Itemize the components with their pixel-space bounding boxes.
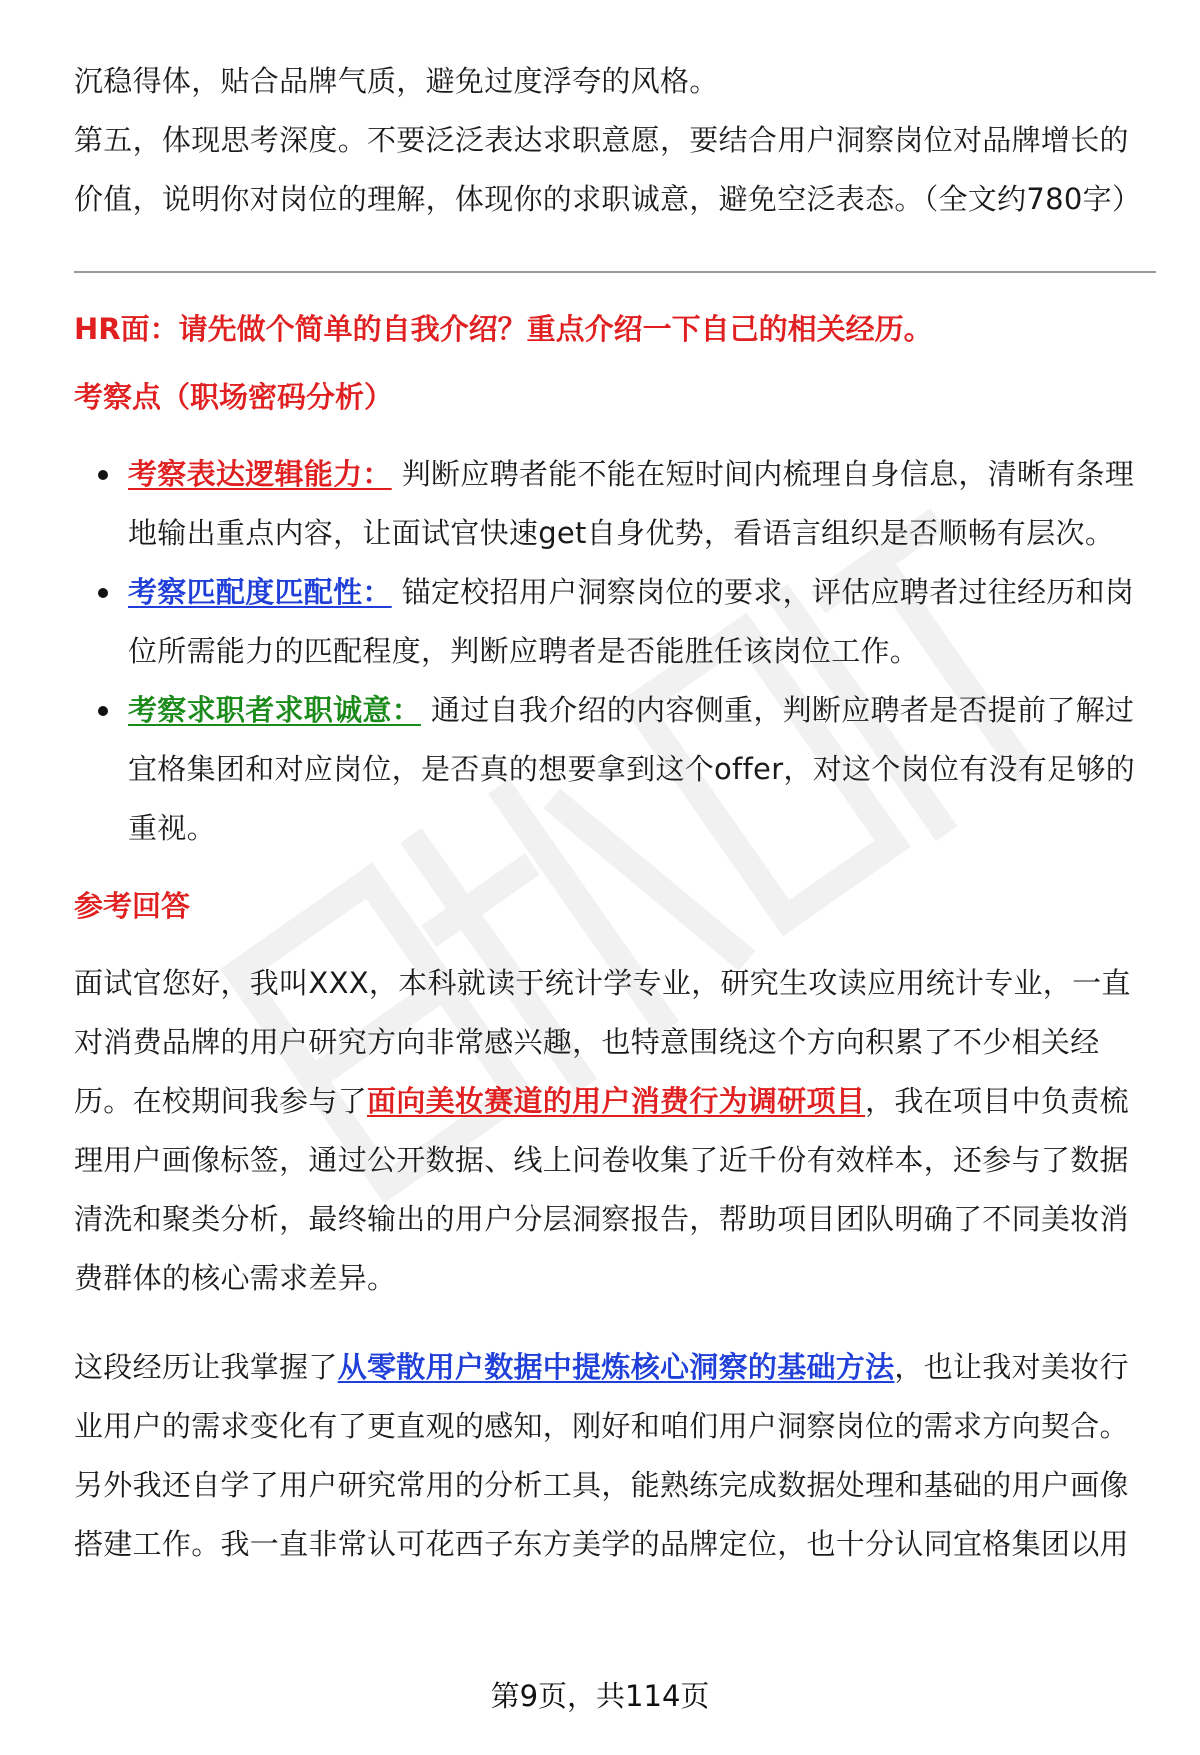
answer1-text-before: 面试官您好，我叫XXX，本科就读于统计学专业，研究生攻读应用统计专业，一直对消费品牌的用户研究方向非常感兴趣，也特意围绕这个方向积累了不少相关经历。在校期间我参与了 bbox=[74, 966, 1131, 1118]
bullet-icon bbox=[98, 470, 108, 480]
page-number: 第9页，共114页 bbox=[490, 1679, 710, 1713]
bullet-term: 考察匹配度匹配性： bbox=[128, 575, 392, 609]
point-five-paragraph: 第五，体现思考深度。不要泛泛表达求职意愿，要结合用户洞察岗位对品牌增长的价值，说明你对岗位的理解，体现你的求职诚意，避免空泛表态。（全文约780字） bbox=[74, 123, 1142, 216]
intro-line: 沉稳得体，贴合品牌气质，避免过度浮夸的风格。 bbox=[74, 64, 719, 98]
list-item bbox=[74, 681, 1154, 858]
answer2-text-before: 这段经历让我掌握了 bbox=[74, 1350, 338, 1384]
answer-paragraph-1 bbox=[74, 954, 1154, 1308]
bullet-text: 通过自我介绍的内容侧重，判断应聘者是否提前了解过宜格集团和对应岗位，是否真的想要拿到这个offer，对这个岗位有没有足够的重视。 bbox=[128, 693, 1136, 845]
bullet-text: 锚定校招用户洞察岗位的要求，评估应聘者过往经历和岗位所需能力的匹配程度，判断应聘者是否能胜任该岗位工作。 bbox=[128, 575, 1135, 668]
bullet-icon bbox=[98, 706, 108, 716]
reference-answer-heading: 参考回答 bbox=[74, 889, 191, 923]
answer2-text-after: ，也让我对美妆行业用户的需求变化有了更直观的感知，刚好和咱们用户洞察岗位的需求方向契合。另外我还自学了用户研究常用的分析工具，能熟练完成数据处理和基础的用户画像搭建工作。我一直非常认可花西子东方美学的品牌定位，也十分认同宜格集团以用 bbox=[74, 1350, 1129, 1561]
section-divider bbox=[74, 271, 1156, 273]
assessment-heading: 考察点（职场密码分析） bbox=[74, 380, 394, 414]
answer1-highlight: 面向美妆赛道的用户消费行为调研项目 bbox=[367, 1084, 866, 1118]
bullet-icon bbox=[98, 588, 108, 598]
list-item bbox=[74, 445, 1154, 563]
list-item bbox=[74, 563, 1154, 681]
assessment-list bbox=[74, 445, 1154, 858]
answer2-highlight: 从零散用户数据中提炼核心洞察的基础方法 bbox=[337, 1350, 895, 1384]
bullet-term: 考察表达逻辑能力： bbox=[128, 457, 392, 491]
bullet-text: 判断应聘者能不能在短时间内梳理自身信息，清晰有条理地输出重点内容，让面试官快速get自身优势，看语言组织是否顺畅有层次。 bbox=[128, 457, 1135, 550]
answer1-text-after: ，我在项目中负责梳理用户画像标签，通过公开数据、线上问卷收集了近千份有效样本，还参与了数据清洗和聚类分析，最终输出的用户分层洞察报告，帮助项目团队明确了不同美妆消费群体的核心需求差异。 bbox=[74, 1084, 1129, 1295]
answer-paragraph-2 bbox=[74, 1338, 1154, 1574]
bullet-term: 考察求职者求职诚意： bbox=[128, 693, 422, 727]
page-content bbox=[74, 52, 1154, 1574]
interview-question: HR面：请先做个简单的自我介绍？重点介绍一下自己的相关经历。 bbox=[74, 312, 933, 346]
